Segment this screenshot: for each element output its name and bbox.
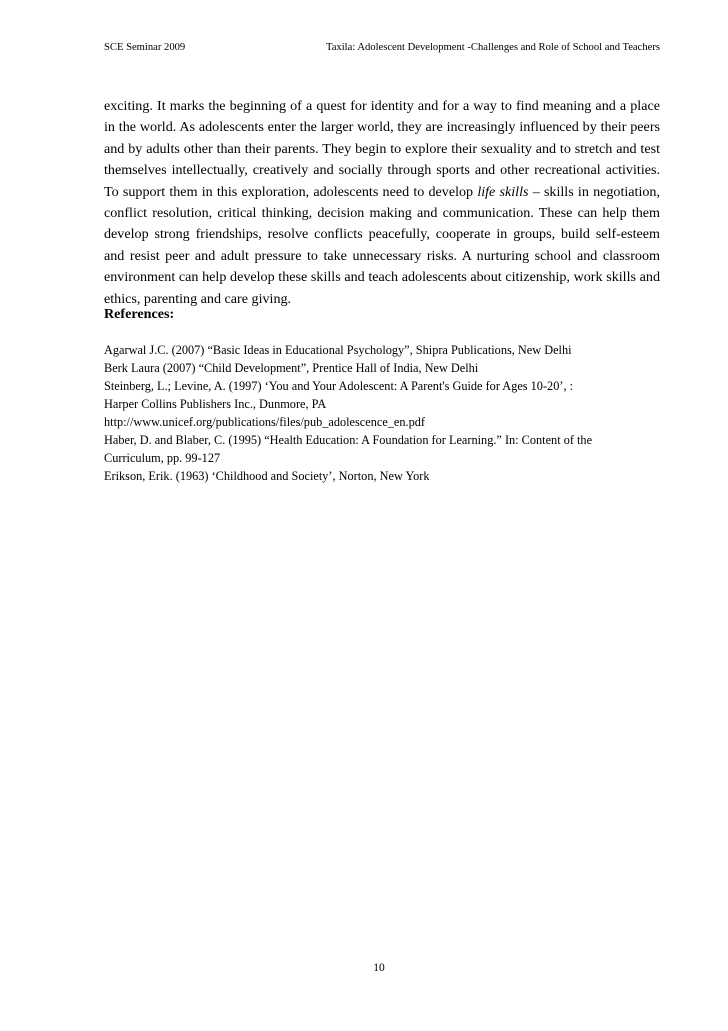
reference-line: Erikson, Erik. (1963) ‘Childhood and Society’, Norton, New York [104,469,430,483]
reference-line: Berk Laura (2007) “Child Development”, Prentice Hall of India, New Delhi [104,361,479,375]
body-text-part-2: – skills in negotiation, conflict resolution, critical thinking, decision making and communication. These can help them develop strong friendships, resolve conflicts peacefully, cooperate in groups, build self-esteem and resist peer and adult pressure to take unnecessary risks. A nurturing school and classroom environment can help develop these skills and teach adolescents about citizenship, work skills and ethics, parenting and care giving. [104,183,660,307]
header-seminar-label: SCE Seminar 2009 [104,42,186,53]
body-text-emphasis: life skills [477,183,529,200]
body-paragraph [104,96,660,310]
reference-link[interactable]: http://www.unicef.org/publications/files/pub_adolescence_en.pdf [104,415,426,429]
reference-line: Agarwal J.C. (2007) “Basic Ideas in Educational Psychology”, Shipra Publications, New Delhi [104,343,572,357]
references-list [104,341,664,485]
header-document-title: Taxila: Adolescent Development -Challenges and Role of School and Teachers [326,42,660,53]
reference-line: Steinberg, L.; Levine, A. (1997) ‘You and Your Adolescent: A Parent's Guide for Ages 10-20’, : [104,379,574,393]
body-text-part-1: exciting. It marks the beginning of a quest for identity and for a way to find meaning and a place in the world. As adolescents enter the larger world, they are increasingly influenced by their peers and by adults other than their parents. They begin to explore their sexuality and to stretch and test themselves intellectually, creatively and socially through sports and other recreational activities. To support them in this exploration, adolescents need to develop [104,98,660,200]
page-header [104,38,660,58]
references-heading: References: [104,306,175,322]
page-number: 10 [373,962,385,974]
reference-line: Harper Collins Publishers Inc., Dunmore, PA [104,397,327,411]
reference-line: Haber, D. and Blaber, C. (1995) “Health Education: A Foundation for Learning.” In: Content of the [104,433,593,447]
reference-line: Curriculum, pp. 99-127 [104,451,221,465]
